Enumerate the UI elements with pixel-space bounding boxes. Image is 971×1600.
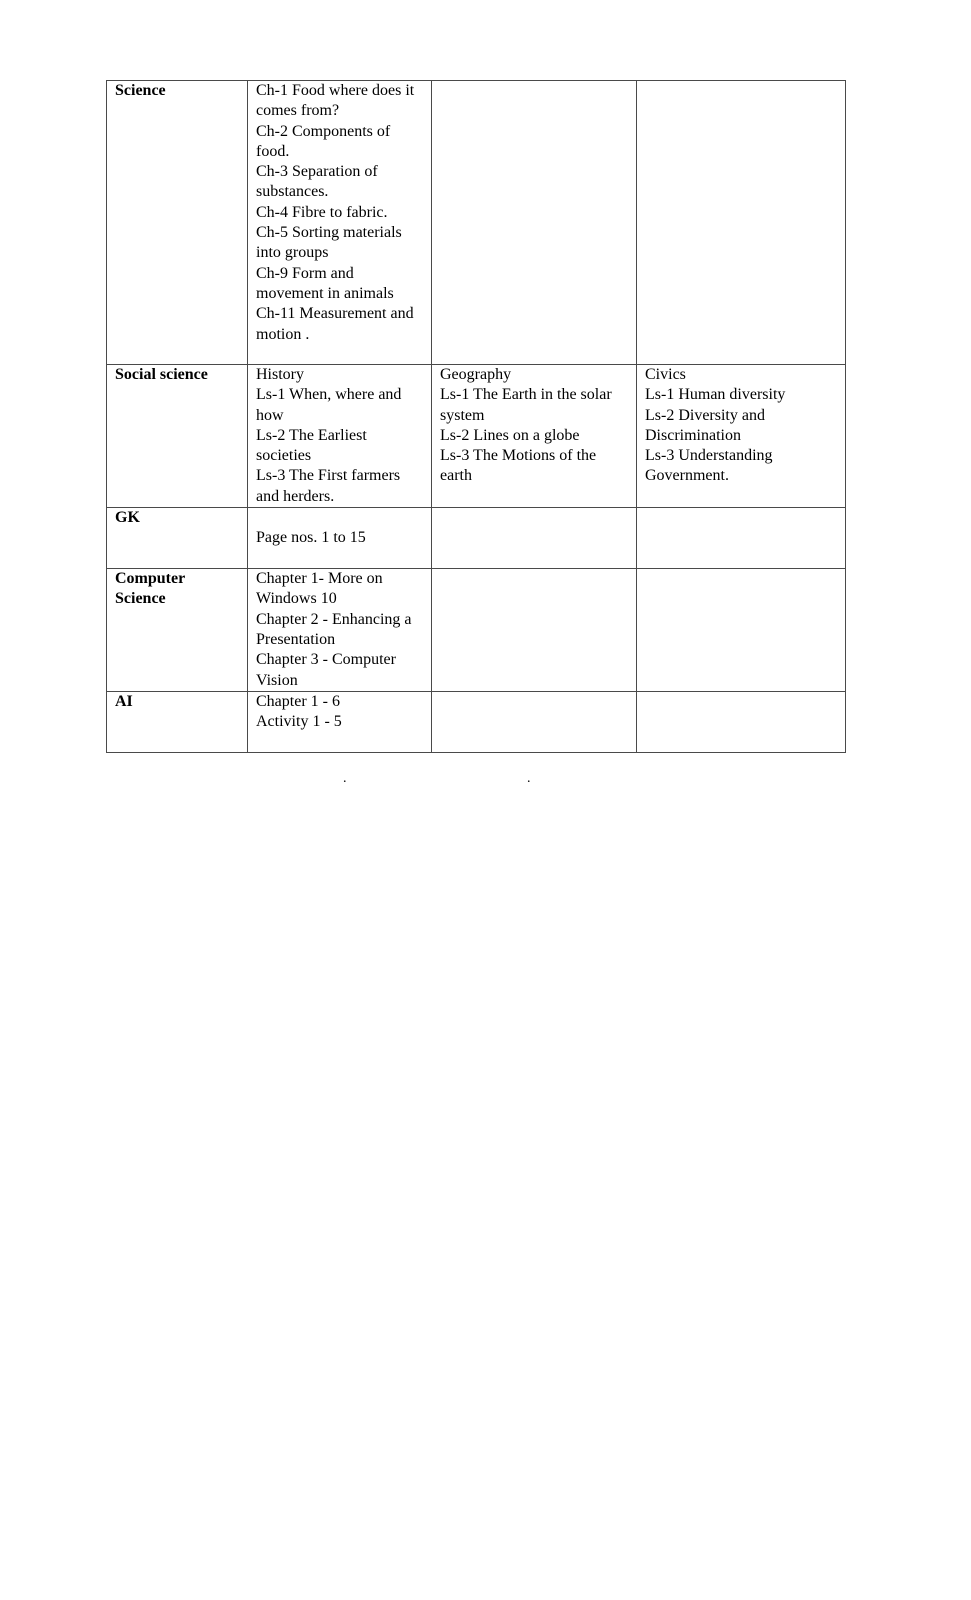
empty-cell bbox=[637, 81, 846, 365]
topic-line: Ls-2 The Earliest societies bbox=[256, 426, 367, 465]
footer-dot: . bbox=[343, 771, 347, 786]
topic-line: Activity 1 - 5 bbox=[256, 713, 342, 731]
empty-cell bbox=[432, 508, 637, 569]
table-row-ai bbox=[107, 691, 846, 752]
topic-line: Ls-3 The Motions of the earth bbox=[440, 447, 597, 485]
spacer bbox=[256, 508, 423, 528]
topic-heading: Geography bbox=[440, 366, 512, 383]
topic-line: Ch-4 Fibre to fabric. bbox=[256, 203, 388, 221]
topic-line: Ls-2 Lines on a globe bbox=[440, 426, 580, 444]
topic-line: Ls-1 When, where and how bbox=[256, 386, 402, 424]
topic-line: Ch-9 Form and movement in animals bbox=[256, 264, 394, 302]
topic-line: Chapter 3 - Computer Vision bbox=[256, 651, 396, 689]
geography-cell bbox=[432, 365, 637, 508]
topic-heading: History bbox=[256, 366, 304, 383]
topic-line: Chapter 2 - Enhancing a Presentation bbox=[256, 610, 412, 648]
topic-line: Chapter 1- More on Windows 10 bbox=[256, 570, 383, 608]
subject-cell: Computer Science bbox=[107, 569, 248, 692]
empty-cell bbox=[432, 569, 637, 692]
topic-line: Ch-11 Measurement and motion . bbox=[256, 305, 414, 343]
topics-cell bbox=[248, 691, 432, 752]
history-cell bbox=[248, 365, 432, 508]
civics-cell bbox=[637, 365, 846, 508]
footer-dot: . bbox=[527, 771, 531, 786]
table-row-science bbox=[107, 81, 846, 365]
table-row-social-science bbox=[107, 365, 846, 508]
topic-line: Ch-1 Food where does it comes from? bbox=[256, 82, 415, 120]
syllabus-table bbox=[106, 80, 846, 753]
table-row-computer-science bbox=[107, 569, 846, 692]
topic-line: Ch-3 Separation of substances. bbox=[256, 163, 378, 201]
topic-line: Ls-3 Understanding Government. bbox=[645, 447, 773, 485]
topics-cell bbox=[248, 508, 432, 569]
subject-cell: Social science bbox=[107, 365, 248, 508]
topic-line: Chapter 1 - 6 bbox=[256, 692, 340, 710]
subject-cell: AI bbox=[107, 691, 248, 752]
topic-line: Ch-5 Sorting materials into groups bbox=[256, 224, 402, 262]
topics-cell bbox=[248, 569, 432, 692]
subject-cell: GK bbox=[107, 508, 248, 569]
topic-line: Page nos. 1 to 15 bbox=[256, 529, 366, 547]
topic-line: Ch-2 Components of food. bbox=[256, 122, 391, 160]
topic-line: Ls-1 Human diversity bbox=[645, 386, 786, 404]
topic-heading: Civics bbox=[645, 366, 686, 383]
subject-cell: Science bbox=[107, 81, 248, 365]
empty-cell bbox=[432, 691, 637, 752]
topic-line: Ls-2 Diversity and Discrimination bbox=[645, 406, 765, 444]
empty-cell bbox=[637, 691, 846, 752]
empty-cell bbox=[637, 569, 846, 692]
topic-line: Ls-1 The Earth in the solar system bbox=[440, 386, 612, 424]
table-row-gk bbox=[107, 508, 846, 569]
empty-cell bbox=[432, 81, 637, 365]
topic-line: Ls-3 The First farmers and herders. bbox=[256, 467, 401, 505]
topics-cell bbox=[248, 81, 432, 365]
empty-cell bbox=[637, 508, 846, 569]
